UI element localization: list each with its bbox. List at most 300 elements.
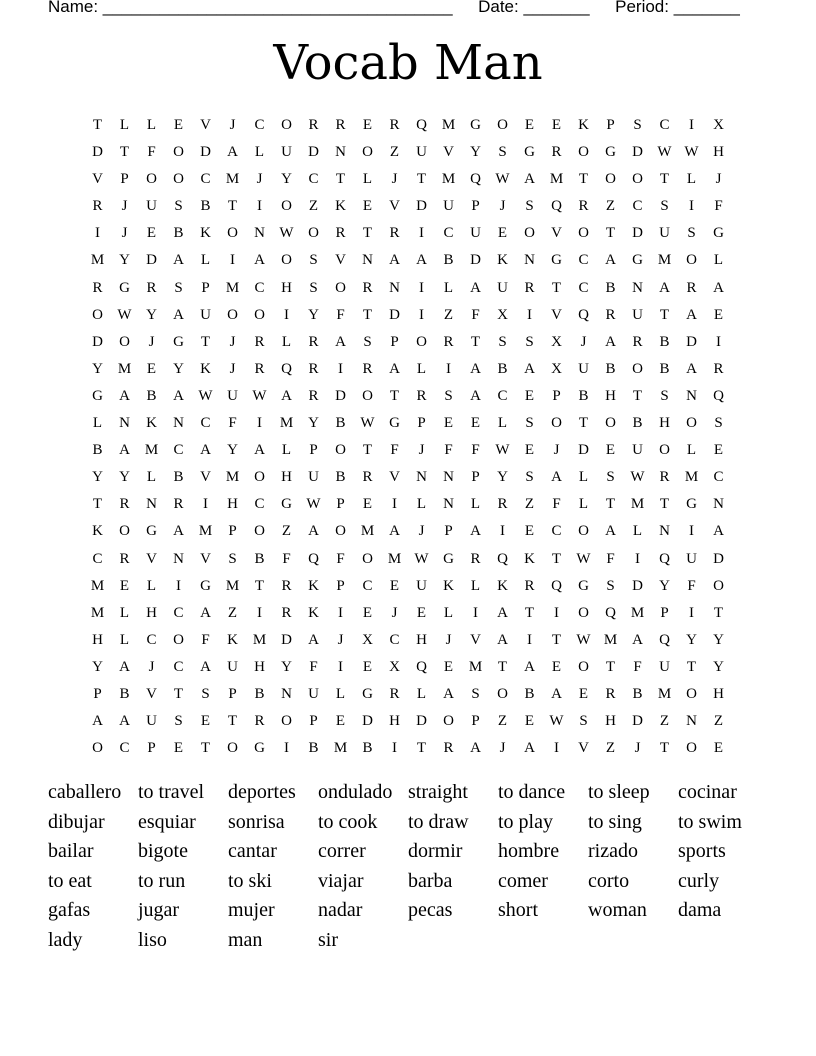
grid-letter: R [362,360,373,377]
grid-letter: A [470,740,481,757]
grid-letter: D [200,144,211,161]
grid-letter: O [578,658,589,675]
grid-letter: V [443,144,454,161]
grid-letter: F [633,658,642,675]
word-list-item: rizado [588,840,638,863]
grid-letter: N [335,144,346,161]
grid-letter: Y [119,469,130,486]
grid-letter: W [549,713,564,730]
grid-letter: V [200,550,211,567]
grid-letter: O [173,631,184,648]
grid-letter: D [713,550,724,567]
grid-letter: N [254,225,265,242]
grid-letter: E [173,740,184,757]
grid-letter: I [635,550,640,567]
grid-letter: W [630,469,645,486]
grid-letter: K [200,225,211,242]
grid-letter: R [308,387,319,404]
grid-letter: O [119,523,130,540]
grid-letter: V [146,685,157,702]
grid-letter: U [659,225,670,242]
grid-letter: O [362,144,373,161]
grid-letter: R [308,360,319,377]
grid-letter: C [173,442,184,459]
grid-letter: B [659,333,670,350]
grid-letter: L [578,496,589,513]
grid-letter: G [281,496,292,513]
grid-letter: I [230,252,235,269]
grid-letter: C [551,523,562,540]
grid-letter: W [576,631,591,648]
grid-letter: B [308,740,319,757]
grid-letter: V [92,171,103,188]
grid-letter: T [524,604,535,621]
grid-letter: Z [227,604,238,621]
grid-letter: R [524,577,535,594]
grid-letter: L [632,523,643,540]
grid-letter: F [471,442,480,459]
grid-letter: N [443,496,454,513]
grid-letter: F [687,577,696,594]
grid-letter: H [659,415,670,432]
grid-letter: V [578,740,589,757]
grid-letter: A [254,442,265,459]
word-list-item: caballero [48,781,122,803]
word-list-item: dormir [408,840,463,863]
grid-letter: N [713,496,724,513]
grid-letter: A [308,523,319,540]
grid-letter: G [713,225,724,242]
grid-letter: B [173,225,184,242]
grid-letter: Z [443,306,454,323]
grid-letter: T [551,550,562,567]
grid-letter: N [119,415,130,432]
grid-letter: O [362,387,373,404]
word-list-item: straight [408,781,468,803]
grid-letter: O [281,713,292,730]
grid-letter: B [146,387,157,404]
grid-letter: A [173,306,184,323]
grid-letter: N [686,713,697,730]
grid-letter: A [227,144,238,161]
grid-letter: Z [308,198,319,215]
grid-letter: A [524,360,535,377]
grid-letter: E [362,658,373,675]
grid-letter: T [551,631,562,648]
grid-letter: C [146,631,157,648]
grid-letter: F [201,631,210,648]
grid-letter: G [605,144,616,161]
grid-letter: R [497,496,508,513]
grid-letter: L [119,631,130,648]
grid-letter: Y [497,469,508,486]
grid-letter: O [335,279,346,296]
grid-letter: P [390,333,399,350]
grid-letter: A [659,279,670,296]
grid-letter: J [229,360,236,377]
grid-letter: A [605,523,616,540]
grid-letter: Y [281,658,292,675]
grid-letter: O [686,740,697,757]
grid-letter: A [173,523,184,540]
grid-letter: H [389,713,400,730]
grid-letter: E [200,713,211,730]
grid-letter: S [309,252,318,269]
word-list-item: sir [318,928,338,951]
grid-letter: A [605,333,616,350]
word-list-item: ondulado [318,781,393,803]
word-list-item: bigote [138,840,188,863]
grid-letter: D [632,713,643,730]
grid-letter: C [173,658,184,675]
grid-letter: A [605,252,616,269]
grid-letter: U [659,658,670,675]
grid-letter: O [281,198,292,215]
grid-letter: A [389,252,400,269]
grid-letter: O [632,171,643,188]
grid-letter: S [714,415,723,432]
grid-letter: T [362,225,373,242]
grid-letter: B [119,685,130,702]
grid-letter: D [470,252,481,269]
grid-letter: U [227,387,238,404]
grid-letter: B [362,740,373,757]
grid-letter: R [470,550,481,567]
grid-letter: T [632,387,643,404]
grid-letter: T [119,144,130,161]
grid-letter: U [470,225,481,242]
grid-letter: I [392,740,397,757]
grid-letter: T [578,171,589,188]
grid-letter: G [119,279,130,296]
grid-letter: A [200,442,211,459]
grid-letter: S [363,333,372,350]
grid-letter: A [173,387,184,404]
grid-letter: R [659,469,670,486]
grid-letter: O [686,252,697,269]
grid-letter: T [389,387,400,404]
grid-letter: R [335,225,346,242]
grid-letter: E [389,577,400,594]
grid-letter: A [389,360,400,377]
grid-letter: Y [92,658,103,675]
grid-letter: I [554,604,559,621]
grid-letter: S [174,713,183,730]
grid-letter: B [335,469,346,486]
grid-letter: Q [551,198,562,215]
grid-letter: J [499,198,506,215]
grid-letter: L [146,469,157,486]
grid-letter: T [416,171,427,188]
grid-letter: C [578,279,589,296]
grid-letter: O [335,442,346,459]
name-field-label: Name: _____________________________________ [48,0,453,16]
grid-letter: L [119,117,130,133]
grid-letter: J [418,523,425,540]
grid-letter: T [578,415,589,432]
grid-letter: H [605,387,616,404]
grid-letter: O [578,225,589,242]
word-list-item: deportes [228,781,296,803]
grid-letter: B [173,469,184,486]
grid-letter: C [254,496,265,513]
grid-letter: A [119,713,130,730]
grid-letter: A [497,631,508,648]
grid-letter: S [660,387,669,404]
grid-letter: N [416,469,427,486]
grid-letter: L [686,442,697,459]
grid-letter: C [497,387,508,404]
grid-letter: M [387,550,402,567]
word-list-item: esquiar [138,810,196,833]
grid-letter: R [713,360,724,377]
grid-letter: L [146,117,157,133]
grid-letter: F [471,306,480,323]
grid-letter: R [686,279,697,296]
grid-letter: J [418,442,425,459]
grid-letter: P [120,171,129,188]
grid-letter: E [119,577,130,594]
grid-letter: W [252,387,267,404]
grid-letter: B [605,279,616,296]
grid-letter: O [524,225,535,242]
grid-letter: Z [659,713,670,730]
grid-letter: A [119,442,130,459]
grid-letter: T [659,171,670,188]
grid-letter: V [551,225,562,242]
word-list-item: jugar [138,899,180,922]
grid-letter: K [227,631,238,648]
grid-letter: M [144,442,159,459]
grid-letter: F [444,442,453,459]
grid-letter: R [551,144,562,161]
grid-letter: O [227,306,238,323]
grid-letter: K [497,252,508,269]
grid-letter: T [713,604,724,621]
grid-letter: N [173,550,184,567]
grid-letter: O [92,306,103,323]
grid-letter: C [362,577,373,594]
grid-letter: J [391,171,398,188]
grid-letter: Y [281,171,292,188]
grid-letter: V [146,550,157,567]
grid-letter: F [336,306,345,323]
grid-letter: Z [524,496,535,513]
grid-letter: F [228,415,237,432]
grid-letter: M [90,577,105,594]
grid-letter: D [281,631,292,648]
grid-letter: E [416,604,427,621]
grid-letter: P [552,387,561,404]
grid-letter: H [227,496,238,513]
grid-letter: R [605,306,616,323]
grid-letter: C [713,469,724,486]
grid-letter: A [335,333,346,350]
grid-letter: L [281,442,292,459]
grid-letter: G [578,577,589,594]
grid-letter: L [686,171,697,188]
grid-letter: A [119,387,130,404]
grid-letter: H [605,713,616,730]
grid-letter: D [632,225,643,242]
grid-letter: A [713,279,724,296]
grid-letter: W [657,144,672,161]
grid-letter: U [443,198,454,215]
grid-letter: L [119,604,130,621]
grid-letter: O [227,225,238,242]
grid-letter: I [446,360,451,377]
grid-letter: L [443,279,454,296]
grid-letter: H [713,144,724,161]
grid-letter: F [309,658,318,675]
grid-letter: A [524,658,535,675]
grid-letter: E [146,360,157,377]
grid-letter: M [441,171,456,188]
grid-letter: L [713,252,724,269]
grid-letter: J [229,333,236,350]
grid-letter: W [117,306,132,323]
grid-letter: C [92,550,103,567]
grid-letter: V [470,631,481,648]
grid-letter: E [470,415,481,432]
grid-letter: E [524,387,535,404]
grid-letter: I [716,333,721,350]
word-list-item: pecas [408,899,453,922]
word-list-item: cocinar [678,781,737,803]
grid-letter: I [284,740,289,757]
grid-letter: S [201,685,210,702]
grid-letter: N [389,279,400,296]
grid-letter: L [200,252,211,269]
grid-letter: W [360,415,375,432]
grid-letter: J [148,658,155,675]
word-list-item: hombre [498,840,560,863]
grid-letter: O [578,144,589,161]
grid-letter: O [497,117,508,133]
grid-letter: A [524,740,535,757]
word-list-item: correr [318,840,366,863]
grid-letter: W [495,442,510,459]
grid-letter: D [389,306,400,323]
grid-letter: O [92,740,103,757]
grid-letter: L [497,415,508,432]
grid-letter: B [254,685,265,702]
grid-letter: I [203,496,208,513]
grid-letter: N [632,279,643,296]
grid-letter: Y [713,658,724,675]
grid-letter: R [308,333,319,350]
grid-letter: L [470,577,481,594]
grid-letter: R [389,225,400,242]
grid-letter: E [362,604,373,621]
grid-letter: E [362,198,373,215]
grid-letter: R [119,550,130,567]
grid-letter: M [90,252,105,269]
word-list-item: to cook [318,810,378,833]
grid-letter: J [553,442,560,459]
grid-letter: Q [416,658,427,675]
grid-letter: T [254,577,265,594]
grid-letter: R [362,469,373,486]
grid-letter: L [254,144,265,161]
grid-letter: R [416,387,427,404]
grid-letter: Q [659,550,670,567]
grid-letter: D [578,442,589,459]
grid-letter: E [146,225,157,242]
grid-letter: T [605,225,616,242]
grid-letter: A [713,523,724,540]
grid-letter: M [657,685,672,702]
grid-letter: B [605,360,616,377]
word-list-item: dibujar [48,810,105,833]
grid-letter: S [525,198,534,215]
grid-letter: E [335,713,346,730]
grid-letter: J [445,631,452,648]
grid-letter: Y [308,415,319,432]
grid-letter: C [254,117,265,133]
grid-letter: Y [173,360,184,377]
grid-letter: P [147,740,156,757]
grid-letter: O [443,713,454,730]
grid-letter: M [198,523,213,540]
grid-letter: A [119,658,130,675]
grid-letter: Q [578,306,589,323]
grid-letter: C [254,279,265,296]
grid-letter: E [524,117,535,133]
grid-letter: P [228,523,237,540]
grid-letter: I [527,306,532,323]
grid-letter: N [659,523,670,540]
grid-letter: Y [146,306,157,323]
word-list-item: lady [48,928,83,951]
grid-letter: S [525,415,534,432]
grid-letter: E [605,442,616,459]
grid-letter: A [389,523,400,540]
grid-letter: S [471,685,480,702]
grid-letter: M [252,631,267,648]
grid-letter: Q [497,550,508,567]
grid-letter: K [308,577,319,594]
grid-letter: M [549,171,564,188]
grid-letter: D [362,713,373,730]
grid-letter: U [632,442,643,459]
grid-letter: A [470,523,481,540]
grid-letter: B [335,415,346,432]
grid-letter: R [389,685,400,702]
grid-letter: Y [92,360,103,377]
grid-letter: J [121,198,128,215]
grid-letter: P [228,685,237,702]
grid-letter: R [254,333,265,350]
grid-letter: O [416,333,427,350]
grid-letter: W [495,171,510,188]
grid-letter: K [200,360,211,377]
grid-letter: E [713,740,724,757]
grid-letter: A [497,604,508,621]
grid-letter: P [660,604,669,621]
period-field-label: Period: _______ [615,0,740,16]
grid-letter: V [200,117,211,133]
grid-letter: A [632,631,643,648]
grid-letter: Q [713,387,724,404]
grid-letter: T [470,333,481,350]
grid-letter: T [335,171,346,188]
grid-letter: S [606,469,615,486]
grid-letter: Z [713,713,724,730]
grid-letter: L [443,604,454,621]
grid-letter: B [92,442,103,459]
word-list-item: to sing [588,810,642,833]
